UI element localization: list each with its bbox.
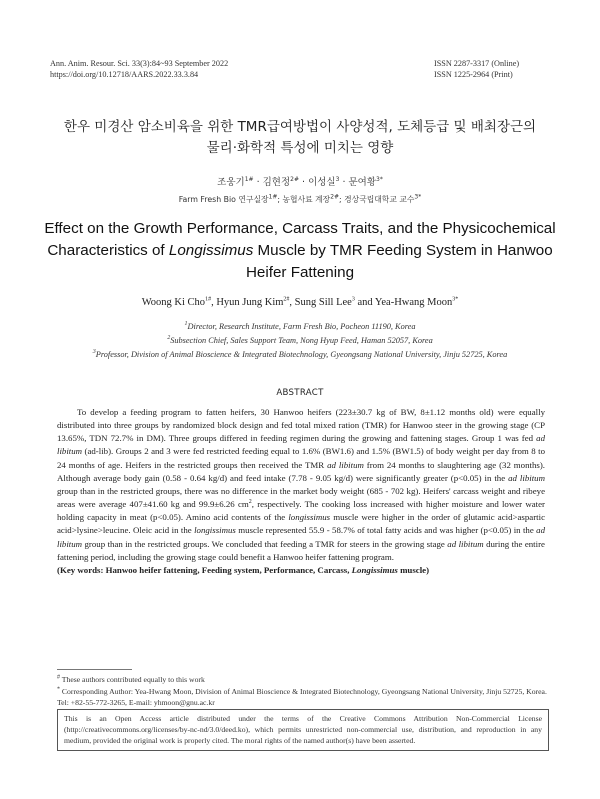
korean-author: 이성실 [308,177,336,188]
footnote-divider [57,669,132,670]
english-title-line-2 [40,240,560,262]
journal-citation: Ann. Anim. Resour. Sci. 33(3):84~93 September 2022 [50,59,229,68]
title-text: Muscle by TMR Feeding System in Hanwoo [253,242,553,259]
affiliation-superscript: 1 [184,321,188,328]
korean-affiliation-part: Farm Fresh Bio 연구실장 [178,195,269,204]
doi-link[interactable]: https://doi.org/10.12718/AARS.2022.33.3.84 [50,70,199,79]
abstract-body [57,406,545,577]
title-italic-term: Longissimus [168,242,254,259]
issn-online: ISSN 2287-3317 (Online) [434,59,520,68]
korean-title-line-2: 물리·화학적 특성에 미치는 영향 [206,140,394,156]
issn-print: ISSN 1225-2964 (Print) [434,70,513,79]
english-affiliations [0,320,600,362]
keywords-italic: Longissimus [351,564,398,575]
korean-title [30,117,570,159]
abstract-italic: ad libitum [327,459,364,470]
affiliation-line [0,320,600,334]
author-superscript: 1# [205,296,212,303]
affiliation-superscript: 1# [268,193,278,201]
abstract-text: (ad-lib). Groups 2 and 3 were fed restricted feeding equal to 1.6% (BW1.6) and 1.5% (BW1.5) of body weight per day from 8 to 24 months of age. Heifers in the restricted groups then received the TMR [57,446,545,470]
author-separator: · [253,177,263,188]
footnote-equal-contribution [57,674,547,685]
affiliation-text: Subsection Chief, Sales Support Team, Nong Hyup Feed, Haman 52057, Korea [170,336,433,345]
abstract-text: , respectively. The cooking loss increased with higher moisture and lower water holding capacity in meat (p<0.05). Amino acid contents of the [57,499,545,523]
affiliation-superscript: 2# [330,193,340,201]
footnote-text: These authors contributed equally to this work [60,675,205,684]
korean-affiliation [0,194,600,205]
abstract-italic: ad libitum [57,525,545,549]
author-superscript: 3* [452,296,459,303]
journal-citation-block [50,58,228,80]
author-superscript: 3 [351,296,355,303]
abstract-text: group than in the restricted groups, there was no difference in the market body weight (685 - 702 kg). Heifers' carcass weight and ribeye areas were average 407±41.60 kg and 99.9±6.26 cm [57,485,545,510]
english-title [40,218,560,284]
abstract-italic: ad libitum [508,472,545,483]
title-text: Characteristics of [47,242,169,259]
keywords-text: muscle) [397,564,430,575]
abstract-text: muscle were higher in the order of glutamic acid>aspartic acid>lysine>leucine. Oleic acid in the [57,512,545,536]
abstract-text: muscle represented 55.9 - 58.7% of total fatty acids and was higher (p<0.05) in the [235,525,537,536]
abstract-italic: longissimus [288,512,331,523]
keywords [57,564,545,577]
abstract-text: from 24 months to slaughtering age (32 months). Although average body gain (0.58 - 0.64 kg/d) and feed intake (7.78 - 9.05 kg/d) were significantly greater (p<0.05) in the [57,459,546,483]
affiliation-superscript: 3* [414,193,422,201]
korean-author-list [0,174,600,188]
affiliation-line [0,348,600,362]
abstract-text: during the entire fattening period, including the growing stage could benefit a Hanwoo heifer fattening program. [57,538,545,562]
footnote-mark: * [57,686,60,693]
footnote-corresponding-author [57,686,547,708]
abstract-italic: ad libitum [57,433,545,457]
abstract-text: To develop a feeding program to fatten heifers, 30 Hanwoo heifers (223±30.7 kg of BW, 8±1.12 months old) were equally distributed into three groups by randomized block design and fed total mixed ration (TMR) for Hanwoo steer in the growing stage (CP 13.65%, TDN 72.7% in DM). Three groups differed in feeding regimen during the growing and fattening stages. Group 1 was fed [57,407,545,444]
author-superscript: 1# [244,175,254,183]
korean-author: 문여황 [348,177,377,188]
author-superscript: 2# [283,296,290,303]
english-title-line-3: Heifer Fattening [245,264,355,281]
affiliation-text: Professor, Division of Animal Bioscience & Integrated Biotechnology, Gyeongsang National University, Jinju 52725, Korea [95,350,508,359]
korean-title-line-1: 한우 미경산 암소비육을 위한 TMR급여방법이 사양성적, 도체등급 및 배최장근의 [63,119,537,135]
abstract-italic: longissimus [194,525,236,536]
author-separator: · [299,177,309,188]
english-title-line-1: Effect on the Growth Performance, Carcass Traits, and the Physicochemical [44,220,556,237]
korean-author: 김현정 [262,177,291,188]
license-box: This is an Open Access article distributed under the terms of the Creative Commons Attribution Non-Commercial License (http://creativecommons.org/licenses/by-nc-nd/3.0/deed.ko), which permits unrestricted non-commercial use, distribution, and reproduction in any medium, provided the original work is properly cited. The moral rights of the named author(s) have been asserted. [57,709,549,751]
affiliation-line [0,334,600,348]
affiliation-text: Director, Research Institute, Farm Fresh Bio, Pocheon 11190, Korea [187,322,416,331]
english-author-list [0,297,600,308]
author-separator: , [289,297,295,308]
author-name: Sung Sill Lee [294,297,352,308]
author-superscript: 2# [290,175,299,183]
abstract-text: group than in the restricted groups. We concluded that feeding a TMR for steers in the growing stage [82,538,448,549]
author-separator: , [211,297,217,308]
author-superscript: 3 [335,175,340,183]
korean-affiliation-part: ; 경상국립대학교 교수 [339,195,415,204]
korean-affiliation-part: ; 농협사료 계장 [277,195,331,204]
abstract-paragraph [57,406,545,564]
keywords-text: (Key words: Hanwoo heifer fattening, Feeding system, Performance, Carcass, [57,564,352,575]
author-name: Hyun Jung Kim [216,297,284,308]
unit-superscript: 2 [248,499,252,506]
author-name: Yea-Hwang Moon [374,297,453,308]
author-separator: · [339,177,349,188]
author-superscript: 3* [376,175,383,183]
korean-author: 조웅기 [217,177,245,188]
author-name: Woong Ki Cho [141,297,206,308]
footnote-text: Corresponding Author: Yea-Hwang Moon, Division of Animal Bioscience & Integrated Biotechnology, Gyeongsang National University, Jinju 52725, Korea. Tel: +82-55-772-3265, E-mail: yhmoon@gnu.ac.kr [57,687,547,707]
author-separator: and [354,297,375,308]
issn-block [434,58,519,80]
affiliation-superscript: 3 [92,349,96,356]
abstract-italic: ad libitum [447,538,484,549]
affiliation-superscript: 2 [167,335,171,342]
abstract-heading: ABSTRACT [276,388,324,398]
footnote-mark: # [57,674,60,681]
